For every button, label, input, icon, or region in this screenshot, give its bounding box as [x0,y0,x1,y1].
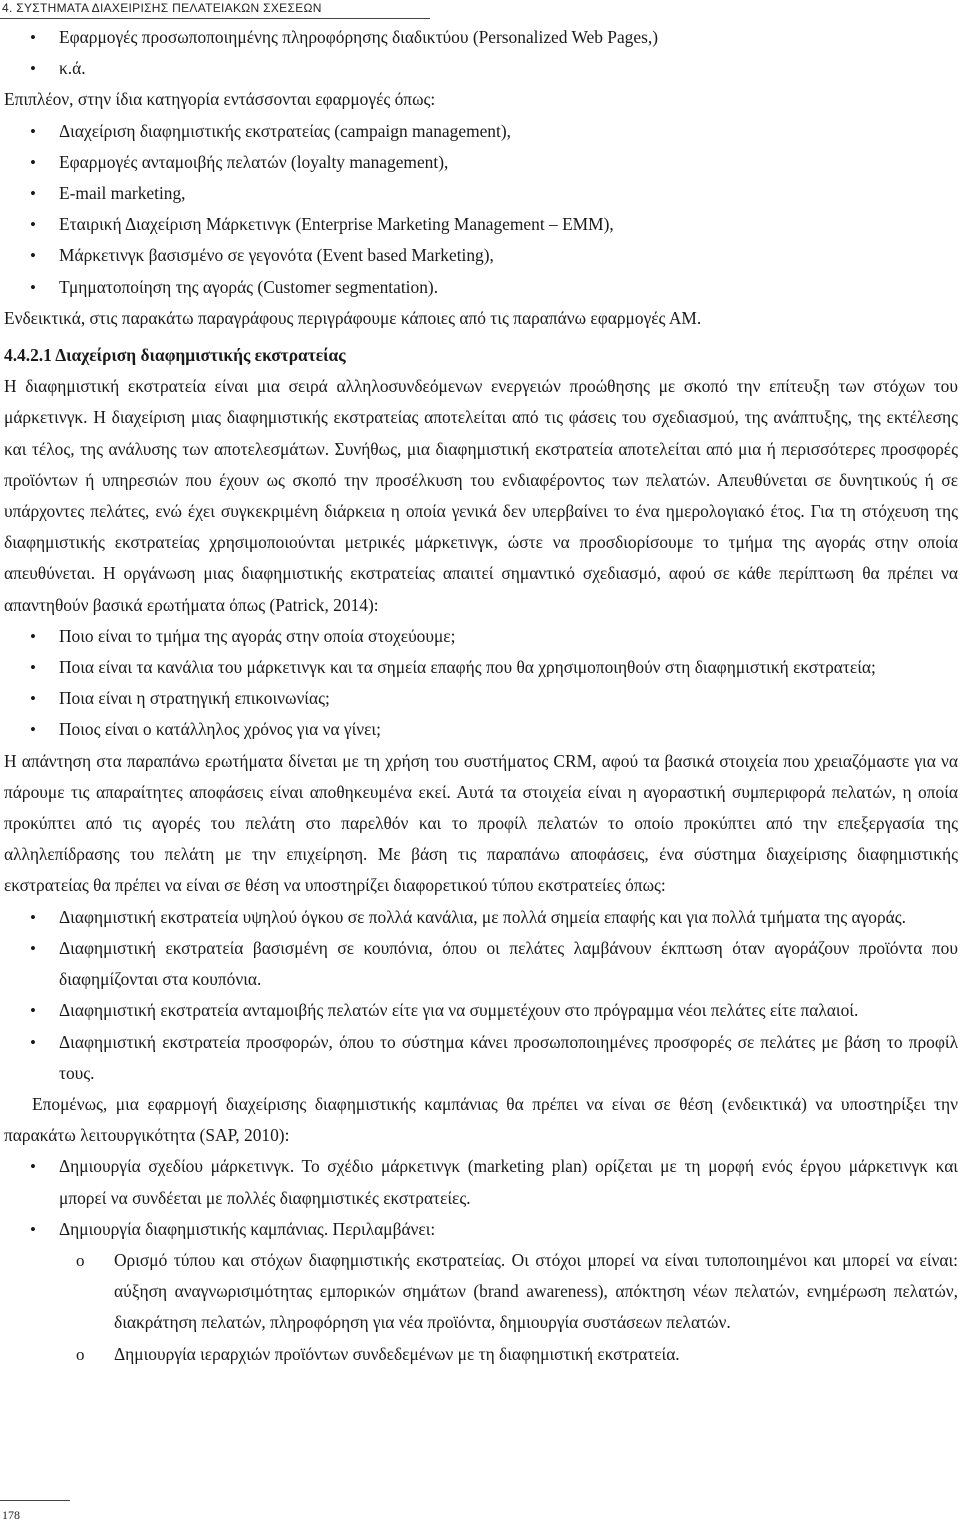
sub-list-item: o Ορισμό τύπου και στόχων διαφημιστικής εκστρατείας. Οι στόχοι μπορεί να είναι τυποποιημένοι και μπορεί να είναι: αύξηση αναγνωρισιμότητας εμπορικών σημάτων (brand awareness), απόκτηση νέων πελατών, ενημέρωση πελατών, διακράτηση πελατών, πληροφόρηση για νέα προϊόντα, δημιουργία συστάσεων πελατών. [4,1245,958,1339]
list-item: • Δημιουργία σχεδίου μάρκετινγκ. Το σχέδιο μάρκετινγκ (marketing plan) ορίζεται με τη μορφή ενός έργου μάρκετινγκ και μπορεί να συνδέεται με πολλές διαφημιστικές εκστρατείες. [4,1151,958,1213]
list-item: • Ποιος είναι ο κατάλληλος χρόνος για να γίνει; [4,714,958,745]
intro-paragraph: Επιπλέον, στην ίδια κατηγορία εντάσσονται εφαρμογές όπως: [4,89,436,110]
list-item: • Εφαρμογές ανταμοιβής πελατών (loyalty management), [4,147,958,178]
list-item: • Διαχείριση διαφημιστικής εκστρατείας (campaign management), [4,116,958,147]
list-item: • Δημιουργία διαφημιστικής καμπάνιας. Περιλαμβάνει: [4,1214,958,1245]
list-item: • Εφαρμογές προσωποποιημένης πληροφόρησης διαδικτύου (Personalized Web Pages,) [4,22,958,53]
sub-bullet-icon: o [76,1344,85,1364]
list-item: • Διαφημιστική εκστρατεία υψηλού όγκου σε πολλά κανάλια, με πολλά σημεία επαφής και για πολλά τμήματα της αγοράς. [4,902,958,933]
bullet-icon: • [30,184,36,204]
bullet-icon: • [30,1219,36,1239]
list-item: • Ποιο είναι το τμήμα της αγοράς στην οποία στοχεύουμε; [4,621,958,652]
section-heading: 4.4.2.1 Διαχείριση διαφημιστικής εκστρατείας [4,345,346,366]
bullet-icon: • [30,1157,36,1177]
list-item: • Διαφημιστική εκστρατεία βασισμένη σε κουπόνια, όπου οι πελάτες λαμβάνουν έκπτωση όταν αγοράζουν προϊόντα που διαφημίζονται στα κουπόνια. [4,933,958,995]
list-item: • Ποια είναι η στρατηγική επικοινωνίας; [4,683,958,714]
list-item: • Τμηματοποίηση της αγοράς (Customer segmentation). [4,272,958,303]
header-divider [0,18,430,19]
bullet-icon: • [30,121,36,141]
bullet-icon: • [30,215,36,235]
list-item: • Διαφημιστική εκστρατεία προσφορών, όπου το σύστημα κάνει προσωποποιημένες προσφορές σε πελάτες με βάση το προφίλ τους. [4,1027,958,1089]
list-item: • E-mail marketing, [4,178,958,209]
section-body-paragraph: Η διαφημιστική εκστρατεία είναι μια σειρά αλληλοσυνδεόμενων ενεργειών προώθησης με σκοπό την επίτευξη των στόχων του μάρκετινγκ. Η διαχείριση μιας διαφημιστικής εκστρατείας αποτελείται από τις φάσεις του σχεδιασμού, της ανάπτυξης, της εκτέλεσης και τέλος, της ανάλυσης των αποτελεσμάτων. Συνήθως, μια διαφημιστική εκστρατεία αποτελείται από μια ή περισσότερες προσφορές προϊόντων ή υπηρεσιών που έχουν ως σκοπό την προσέλκυση του ενδιαφέροντος των πελατών. Απευθύνεται σε δυνητικούς ή σε υπάρχοντες πελάτες, ενώ έχει συγκεκριμένη διάρκεια η οποία γενικά δεν υπερβαίνει το ένα ημερολογιακό έτος. Για τη στόχευση της διαφημιστικής εκστρατείας χρησιμοποιούνται μετρικές μάρκετινγκ, ώστε να προσδιορίσουμε το τμήμα της αγοράς στην οποία απευθύνεται. Η οργάνωση μιας διαφημιστικής εκστρατείας απαιτεί σημαντικό σχεδιασμό, αφού σε κάθε περίπτωση θα πρέπει να απαντηθούν βασικά ερωτήματα όπως (Patrick, 2014): [4,376,958,615]
answer-paragraph: Η απάντηση στα παραπάνω ερωτήματα δίνεται με τη χρήση του συστήματος CRM, αφού τα βασικά στοιχεία που χρειαζόμαστε για να πάρουμε τις απαραίτητες αποφάσεις είναι αποθηκευμένα εκεί. Αυτά τα στοιχεία είναι η αγοραστική συμπεριφορά πελατών, η οποία προκύπτει από τις αγορές του πελάτη στο παρελθόν και το προφίλ πελατών το οποίο προκύπτει από την επεξεργασία της αλληλεπίδρασης του πελάτη με την επιχείρηση. Με βάση τις παραπάνω αποφάσεις, ένα σύστημα διαχείρισης διαφημιστικής εκστρατείας θα πρέπει να είναι σε θέση να υποστηρίζει διαφορετικού τύπου εκστρατείες όπως: [4,750,958,896]
bullet-icon: • [30,689,36,709]
summary-paragraph: Ενδεικτικά, στις παρακάτω παραγράφους περιγράφουμε κάποιες από τις παραπάνω εφαρμογές ΑΜ. [4,307,702,328]
sub-list-item: o Δημιουργία ιεραρχιών προϊόντων συνδεδεμένων με τη διαφημιστική εκστρατεία. [4,1339,958,1370]
bullet-icon: • [30,907,36,927]
bullet-icon: • [30,277,36,297]
bullet-icon: • [30,1001,36,1021]
chapter-header: 4. ΣΥΣΤΗΜΑΤΑ ΔΙΑΧΕΙΡΙΣΗΣ ΠΕΛΑΤΕΙΑΚΩΝ ΣΧΕΣΕΩΝ [2,1,322,15]
bullet-icon: • [30,59,36,79]
bullet-icon: • [30,246,36,266]
list-item: • Ποια είναι τα κανάλια του μάρκετινγκ και τα σημεία επαφής που θα χρησιμοποιηθούν στη διαφημιστική εκστρατεία; [4,652,958,683]
functionality-paragraph: Επομένως, μια εφαρμογή διαχείρισης διαφημιστικής καμπάνιας θα πρέπει να είναι σε θέση (ενδεικτικά) να υποστηρίξει την παρακάτω λειτουργικότητα (SAP, 2010): [4,1093,958,1146]
list-item: • Διαφημιστική εκστρατεία ανταμοιβής πελατών είτε για να συμμετέχουν στο πρόγραμμα νέοι πελάτες είτε παλαιοί. [4,995,958,1026]
footer-divider [0,1500,70,1501]
bullet-icon: • [30,1032,36,1052]
page-number: 178 [2,1508,20,1522]
bullet-icon: • [30,626,36,646]
list-item: • Μάρκετινγκ βασισμένο σε γεγονότα (Event based Marketing), [4,240,958,271]
list-item: • κ.ά. [4,53,958,84]
bullet-icon: • [30,720,36,740]
list-item: • Εταιρική Διαχείριση Μάρκετινγκ (Enterprise Marketing Management – EMM), [4,209,958,240]
sub-bullet-icon: o [76,1250,85,1270]
bullet-icon: • [30,152,36,172]
bullet-icon: • [30,658,36,678]
bullet-icon: • [30,938,36,958]
page-content [4,22,958,1370]
bullet-icon: • [30,28,36,47]
